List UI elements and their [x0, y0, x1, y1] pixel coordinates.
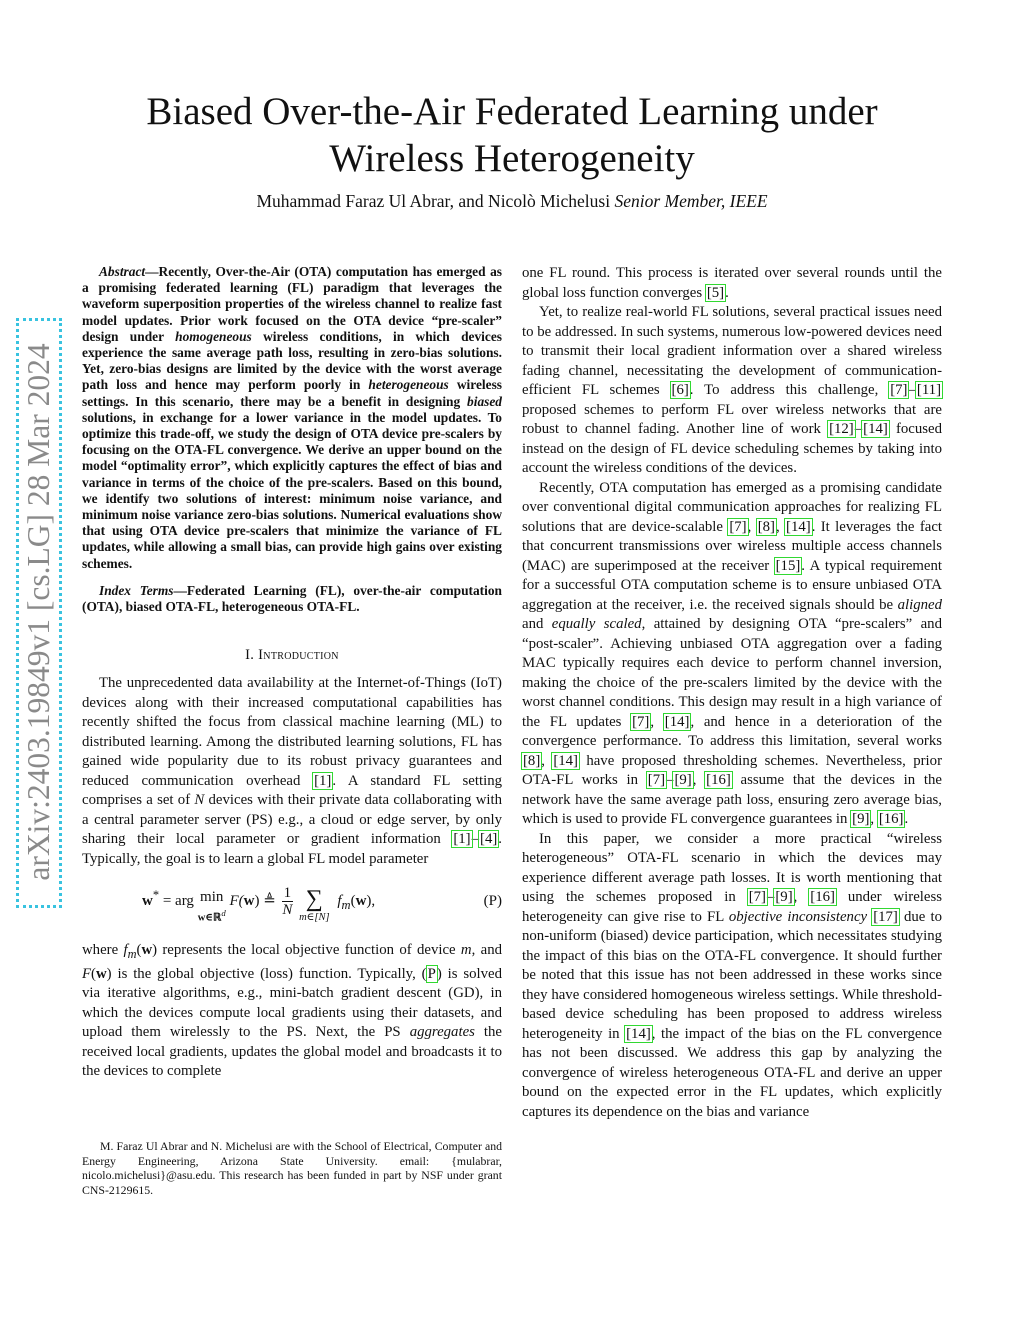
intro-paragraph-1: The unprecedented data availability at the Internet-of-Things (IoT) devices along with their increased computational capabilities has recently shifted the focus from classical machine learning (ML) to distributed learning. Among the distributed learning solutions, FL has gained wide popularity due to its robust privacy guarantees and reduced communication overhead [1]. A standard FL setting comprises a set of N devices with their private data collaborating with a central parameter server (PS) e.g., a cloud or edge server, by only sharing their local parameter or gradient information [1]–[4]. Typically, the goal is to learn a global FL model parameter	[82, 675, 502, 867]
right-paragraph-0: one FL round. This process is iterated over several rounds until the global loss function converges [5].	[522, 265, 942, 301]
citation-link[interactable]: [9]	[674, 772, 692, 788]
arxiv-identifier[interactable]: arXiv:2403.19849v1 [cs.LG] 28 Mar 2024	[21, 343, 56, 881]
citation-link[interactable]: [16]	[878, 811, 904, 827]
citation-link[interactable]: [14]	[786, 518, 811, 535]
author-line	[100, 190, 924, 212]
citation-link[interactable]: [8]	[523, 752, 541, 769]
right-paragraph-1: Yet, to realize real-world FL solutions, several practical issues need to be addressed. In such systems, numerous low-powered devices need to transmit their local gradient information over a shared wireless fading channel, necessitating the development of communication-efficient FL schemes [6]. To address this challenge, [7]–[11] proposed schemes to perform FL over wireless networks that are robust to channel fading. Another line of work [12]–[14] focused instead on the design of FL device scheduling schemes by taking into account the wireless conditions of the devices.	[522, 304, 942, 476]
citation-link[interactable]: [7]	[647, 772, 666, 788]
citation-link[interactable]: [16]	[706, 772, 731, 788]
author-membership: Senior Member, IEEE	[614, 191, 768, 211]
citation-link[interactable]: [14]	[553, 752, 578, 769]
citation-link[interactable]: [1]	[314, 772, 332, 789]
author-names: Muhammad Faraz Ul Abrar, and Nicolò Michelusi	[256, 191, 611, 211]
citation-link[interactable]: [16]	[810, 889, 835, 905]
left-column	[82, 264, 502, 1082]
citation-link[interactable]: [7]	[729, 518, 747, 535]
equation-body: w* = arg min w∈ℝ$^d$ F(w) ≜ $\frac{1}{N}$ ∑ m∈[N] $f_m(w)$,	[142, 885, 375, 927]
citation-link[interactable]: [9]	[852, 811, 870, 827]
citation-link[interactable]: [17]	[873, 908, 898, 925]
citation-link[interactable]: [12]	[829, 421, 854, 437]
abstract-label: Abstract	[99, 264, 146, 279]
citation-link[interactable]: [4]	[480, 831, 498, 848]
citation-link[interactable]: [6]	[671, 382, 689, 398]
citation-link[interactable]: [14]	[863, 421, 888, 437]
citation-link[interactable]: [11]	[916, 382, 941, 398]
equation-P	[82, 877, 502, 935]
abstract: Abstract—Recently, Over-the-Air (OTA) computation has emerged as a promising federated learning (FL) paradigm that leverages the waveform superposition properties of the wireless channel to realize fast model updates. Prior work focused on the OTA device “pre-scaler” design under homogeneous wireless conditions, in which devices experience the same average path loss, resulting in zero-bias solutions. Yet, zero-bias designs are limited by the device with the worst average path loss and hence may perform poorly in heterogeneous wireless settings. In this scenario, there may be a benefit in designing biased solutions, in exchange for a lower variance in the model updates. To optimize this trade-off, we study the design of OTA device pre-scalers by focusing on the OTA-FL convergence. We derive an upper bound on the model “optimality error”, which explicitly captures the effect of bias and variance in terms of the choice of the pre-scalers. Based on this bound, we identify two solutions of interest: minimum noise variance, and minimum noise variance zero-bias solutions. Numerical evaluations show that using OTA device pre-scalers that minimize the variance of FL updates, while allowing a small bias, can provide high gains over existing schemes.	[82, 264, 502, 571]
index-terms: Index Terms—Federated Learning (FL), over-the-air computation (OTA), biased OTA-FL, heterogeneous OTA-FL.	[82, 582, 502, 615]
paper-title: Biased Over-the-Air Federated Learning under Wireless Heterogeneity	[146, 90, 878, 180]
equation-tag: (P)	[483, 893, 502, 910]
citation-link[interactable]: [14]	[626, 1025, 651, 1042]
right-paragraph-2: Recently, OTA computation has emerged as a promising candidate over conventional digital communication approaches for realizing FL solutions that are device-scalable [7], [8], [14]. It leverages the fact that concurrent transmissions over wireless multiple access channels (MAC) are superimposed at the receiver [15]. A typical requirement for a successful OTA computation scheme is to ensure unbiased OTA aggregation at the receiver, i.e. the received signals should be aligned and equally scaled, attained by designing OTA “pre-scalers” and “post-scaler”. Achieving unbiased OTA aggregation over a fading MAC typically requires each device to perform channel inversion, making the choice of the pre-scalers limited by the device with the worst channel conditions. This design may result in a high variance of the FL updates [7], [14], and hence in a deterioration of the convergence performance. To address this limitation, several works [8], [14] have proposed thresholding schemes. Nevertheless, prior OTA-FL works in [7]–[9], [16] assume that the devices in the network have the same average path loss, ensuring zero average bias, which is used to provide FL convergence guarantees in [9], [16].	[522, 479, 942, 827]
citation-link[interactable]: [15]	[775, 557, 801, 574]
citation-link[interactable]: [7]	[748, 889, 766, 905]
section-heading-introduction: I. Introduction	[245, 647, 339, 664]
summation-operator: ∑ m∈[N]	[299, 886, 330, 924]
equation-reference-link[interactable]: P	[427, 965, 436, 982]
citation-link[interactable]: [14]	[664, 713, 690, 730]
right-column	[522, 264, 942, 1122]
intro-paragraph-2: where $f_m(w)$ represents the local objective function of device m, and F(w) is the global objective (loss) function. Typically, (P) is solved via iterative algorithms, e.g., mini-batch gradient descent (GD), in which the devices compute local gradients using their datasets, and upload them wirelessly to the PS. Next, the PS aggregates the received local gradients, updates the global model and broadcasts it to the devices to complete	[82, 942, 503, 1080]
citation-link[interactable]: [5]	[706, 284, 725, 301]
citation-link[interactable]: [1]	[453, 831, 471, 848]
citation-link[interactable]: [8]	[757, 518, 775, 535]
argmin-operator: min w∈ℝ$^d$	[197, 889, 226, 924]
author-footnote: M. Faraz Ul Abrar and N. Michelusi are with the School of Electrical, Computer and Energy Engineering, Arizona State University. email: {mulabrar, nicolo.michelusi}@asu.edu. This research has been funded in part by NSF under grant CNS-2129615.	[82, 1139, 502, 1197]
fraction: $\frac{1}{N}$	[282, 885, 293, 919]
citation-link[interactable]: [7]	[632, 713, 650, 730]
citation-link[interactable]: [9]	[775, 889, 793, 905]
right-paragraph-3: In this paper, we consider a more practical “wireless heterogeneous” OTA-FL scenario in which the devices may experience different average path losses. It is worth mentioning that using the schemes proposed in [7]–[9], [16] under wireless heterogeneity can give rise to FL objective inconsistency [17] due to non-uniform (biased) device participation, which necessitates studying the impact of this bias on the OTA-FL convergence. It should further be noted that this issue has not been addressed in these works since they have considered homogeneous wireless settings. While threshold-based device scheduling has been proposed to address wireless heterogeneity in [14], the impact of the bias on the FL convergence has not been discussed. We address this gap by analyzing the convergence of wireless heterogeneous OTA-FL and derive an upper bound on the expected error in the FL updates, which explicitly captures its dependence on the bias and variance	[522, 830, 943, 1120]
index-terms-label: Index Terms	[99, 582, 174, 598]
citation-link[interactable]: [7]	[890, 382, 908, 398]
